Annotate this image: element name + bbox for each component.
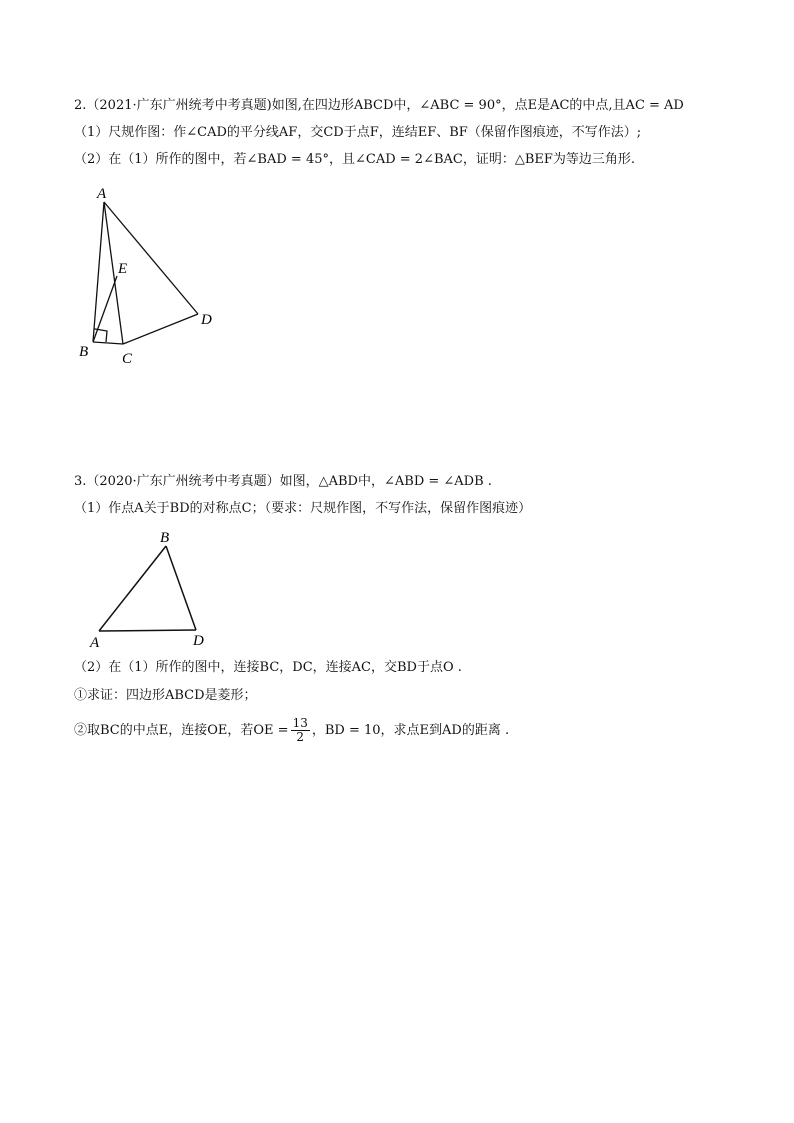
seg-AB [99, 546, 166, 631]
q2-title: 2.（2021·广东广州统考中考真题)如图,在四边形ABCD中，∠ABC = 90°，点E是AC的中点,且AC = AD [74, 98, 684, 113]
fraction-numerator: 13 [292, 716, 308, 730]
label-B: B [160, 530, 170, 546]
label-A: A [97, 186, 107, 202]
q3-subq1: ①求证：四边形ABCD是菱形； [74, 688, 257, 703]
seg-BC [93, 342, 123, 344]
q2-figure [70, 180, 230, 370]
seg-CD [123, 314, 198, 344]
seg-BD [166, 546, 196, 630]
fraction [291, 717, 310, 744]
q3-figure [80, 528, 220, 653]
label-D: D [193, 633, 204, 649]
seg-AB [93, 202, 104, 342]
q2-part2: （2）在（1）所作的图中，若∠BAD = 45°，且∠CAD = 2∠BAC，证明：△BEF为等边三角形. [74, 152, 636, 167]
label-B: B [79, 344, 89, 360]
q3-part1: （1）作点A关于BD的对称点C；（要求：尺规作图，不写作法，保留作图痕迹） [74, 501, 532, 516]
q3-subq2 [74, 716, 509, 746]
seg-AD [99, 630, 196, 631]
q3-subq2-pre: ②取BC的中点E，连接OE，若OE = [74, 723, 289, 738]
seg-BE [93, 276, 117, 342]
q3-subq2-post: ，BD = 10，求点E到AD的距离 . [311, 723, 510, 738]
right-angle-mark [94, 329, 107, 342]
label-D: D [201, 312, 212, 328]
fraction-denominator: 2 [296, 730, 305, 744]
q2-part1: （1）尺规作图：作∠CAD的平分线AF，交CD于点F，连结EF、BF（保留作图痕迹，不写作法）; [74, 125, 642, 140]
q3-part2: （2）在（1）所作的图中，连接BC，DC，连接AC，交BD于点O . [74, 660, 462, 675]
q3-title: 3.（2020·广东广州统考中考真题）如图，△ABD中，∠ABD = ∠ADB . [74, 474, 492, 489]
label-A: A [90, 635, 100, 651]
seg-AD [104, 202, 198, 314]
label-C: C [122, 351, 133, 367]
label-E: E [118, 261, 128, 277]
